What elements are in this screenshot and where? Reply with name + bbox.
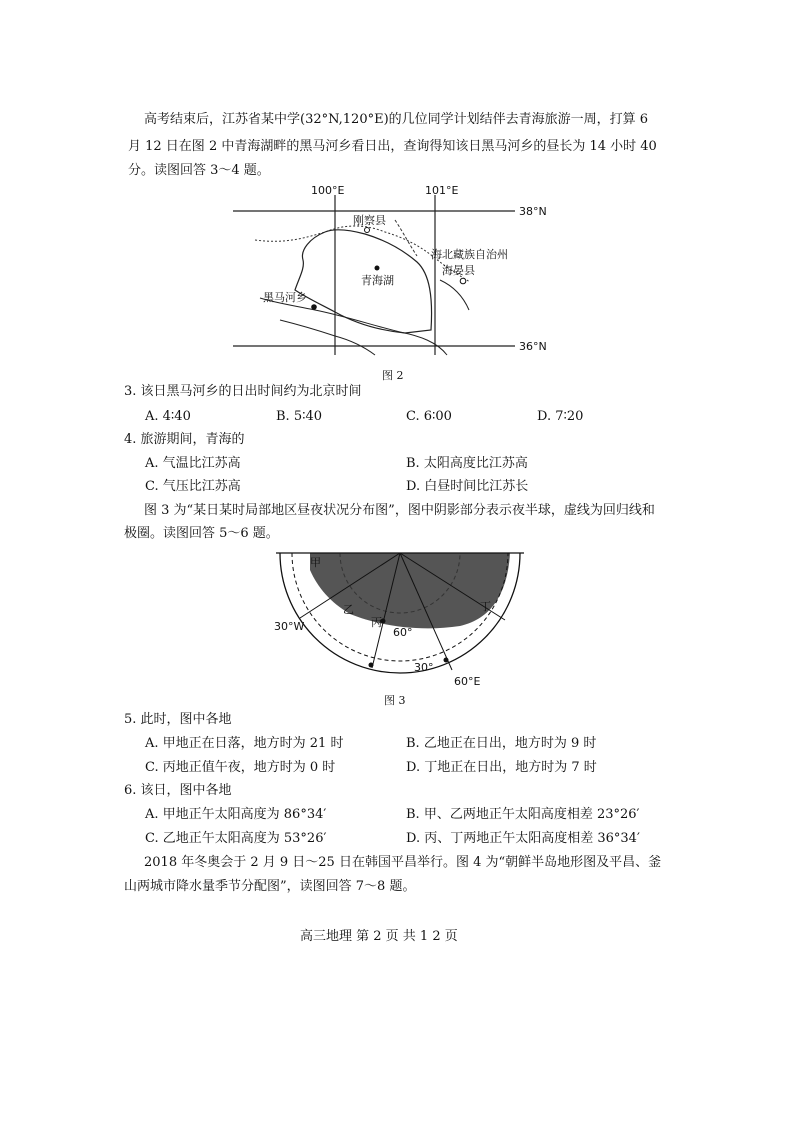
- lake-label: 青海湖: [361, 274, 394, 287]
- q6-option-c: C. 乙地正午太阳高度为 53°26′: [145, 831, 327, 846]
- label-ding: 丁: [480, 600, 491, 613]
- figure3-caption: 图 3: [384, 694, 406, 707]
- q3-option-c: C. 6∶00: [406, 409, 452, 424]
- road-north: [395, 220, 417, 256]
- point-marker-1: [369, 663, 374, 668]
- intro2-line2: 极圈。读图回答 5～6 题。: [124, 526, 279, 541]
- river-southwest: [280, 320, 375, 355]
- q4-stem: 4. 旅游期间，青海的: [124, 432, 245, 447]
- q5-option-a: A. 甲地正在日落，地方时为 21 时: [145, 736, 344, 751]
- q5-stem: 5. 此时，图中各地: [124, 712, 232, 727]
- figure2-caption: 图 2: [382, 369, 404, 382]
- q3-option-a: A. 4∶40: [145, 409, 191, 424]
- point-marker-2: [444, 658, 449, 663]
- q3-option-d: D. 7∶20: [537, 409, 584, 424]
- q4-option-c: C. 气压比江苏高: [145, 479, 241, 494]
- label-60deg: 60°: [393, 626, 413, 639]
- label-30w: 30°W: [274, 620, 305, 633]
- q4-option-d: D. 白昼时间比江苏长: [406, 479, 529, 494]
- q6-stem: 6. 该日，图中各地: [124, 783, 232, 798]
- q6-option-a: A. 甲地正午太阳高度为 86°34′: [145, 807, 327, 822]
- lon-101-label: 101°E: [425, 184, 459, 197]
- q5-option-b: B. 乙地正在日出，地方时为 9 时: [406, 736, 597, 751]
- night-hemisphere: [310, 553, 510, 628]
- heima-label: 黑马河乡: [263, 291, 307, 304]
- q4-option-a: A. 气温比江苏高: [145, 456, 241, 471]
- lon-100-label: 100°E: [311, 184, 345, 197]
- figure2-map: [225, 180, 570, 380]
- haibei-label: 海北藏族自治州: [431, 248, 508, 261]
- intro1-line2: 月 12 日在图 2 中青海湖畔的黑马河乡看日出，查询得知该日黑马河乡的昼长为 14 小时 40: [128, 139, 657, 154]
- intro3-line2: 山两城市降水量季节分配图”，读图回答 7～8 题。: [124, 879, 416, 894]
- label-bing: 丙: [371, 616, 382, 629]
- haiyan-label: 海晏县: [442, 264, 475, 277]
- q3-option-b: B. 5∶40: [276, 409, 323, 424]
- river-east: [440, 280, 469, 310]
- intro3-line1: 2018 年冬奥会于 2 月 9 日～25 日在韩国平昌举行。图 4 为“朝鲜半岛地形图及平昌、釜: [144, 855, 662, 870]
- heima-marker: [311, 304, 317, 310]
- q6-option-d: D. 丙、丁两地正午太阳高度相差 36°34′: [406, 831, 640, 846]
- q5-option-d: D. 丁地正在日出，地方时为 7 时: [406, 760, 597, 775]
- label-60e: 60°E: [454, 675, 481, 688]
- q4-option-b: B. 太阳高度比江苏高: [406, 456, 528, 471]
- page-footer: 高三地理 第 2 页 共 1 2 页: [300, 929, 458, 944]
- gangcha-label: 刚察县: [353, 214, 386, 227]
- lat-38-label: 38°N: [519, 205, 547, 218]
- q5-option-c: C. 丙地正值午夜，地方时为 0 时: [145, 760, 336, 775]
- label-30deg: 30°: [414, 661, 434, 674]
- gangcha-marker: [365, 228, 370, 233]
- label-jia: 甲: [310, 556, 321, 569]
- figure3-diagram: [270, 548, 530, 690]
- haiyan-marker: [460, 278, 466, 284]
- intro1-line3: 分。读图回答 3～4 题。: [128, 163, 270, 178]
- q3-stem: 3. 该日黑马河乡的日出时间约为北京时间: [124, 384, 362, 399]
- lat-36-label: 36°N: [519, 340, 547, 353]
- q6-option-b: B. 甲、乙两地正午太阳高度相差 23°26′: [406, 807, 640, 822]
- label-yi: 乙: [343, 603, 354, 616]
- intro1-line1: 高考结束后，江苏省某中学(32°N,120°E)的几位同学计划结伴去青海旅游一周，打算 6: [144, 112, 649, 127]
- intro2-line1: 图 3 为“某日某时局部地区昼夜状况分布图”，图中阴影部分表示夜半球，虚线为回归线和: [144, 503, 655, 518]
- lake-center-marker: [375, 266, 380, 271]
